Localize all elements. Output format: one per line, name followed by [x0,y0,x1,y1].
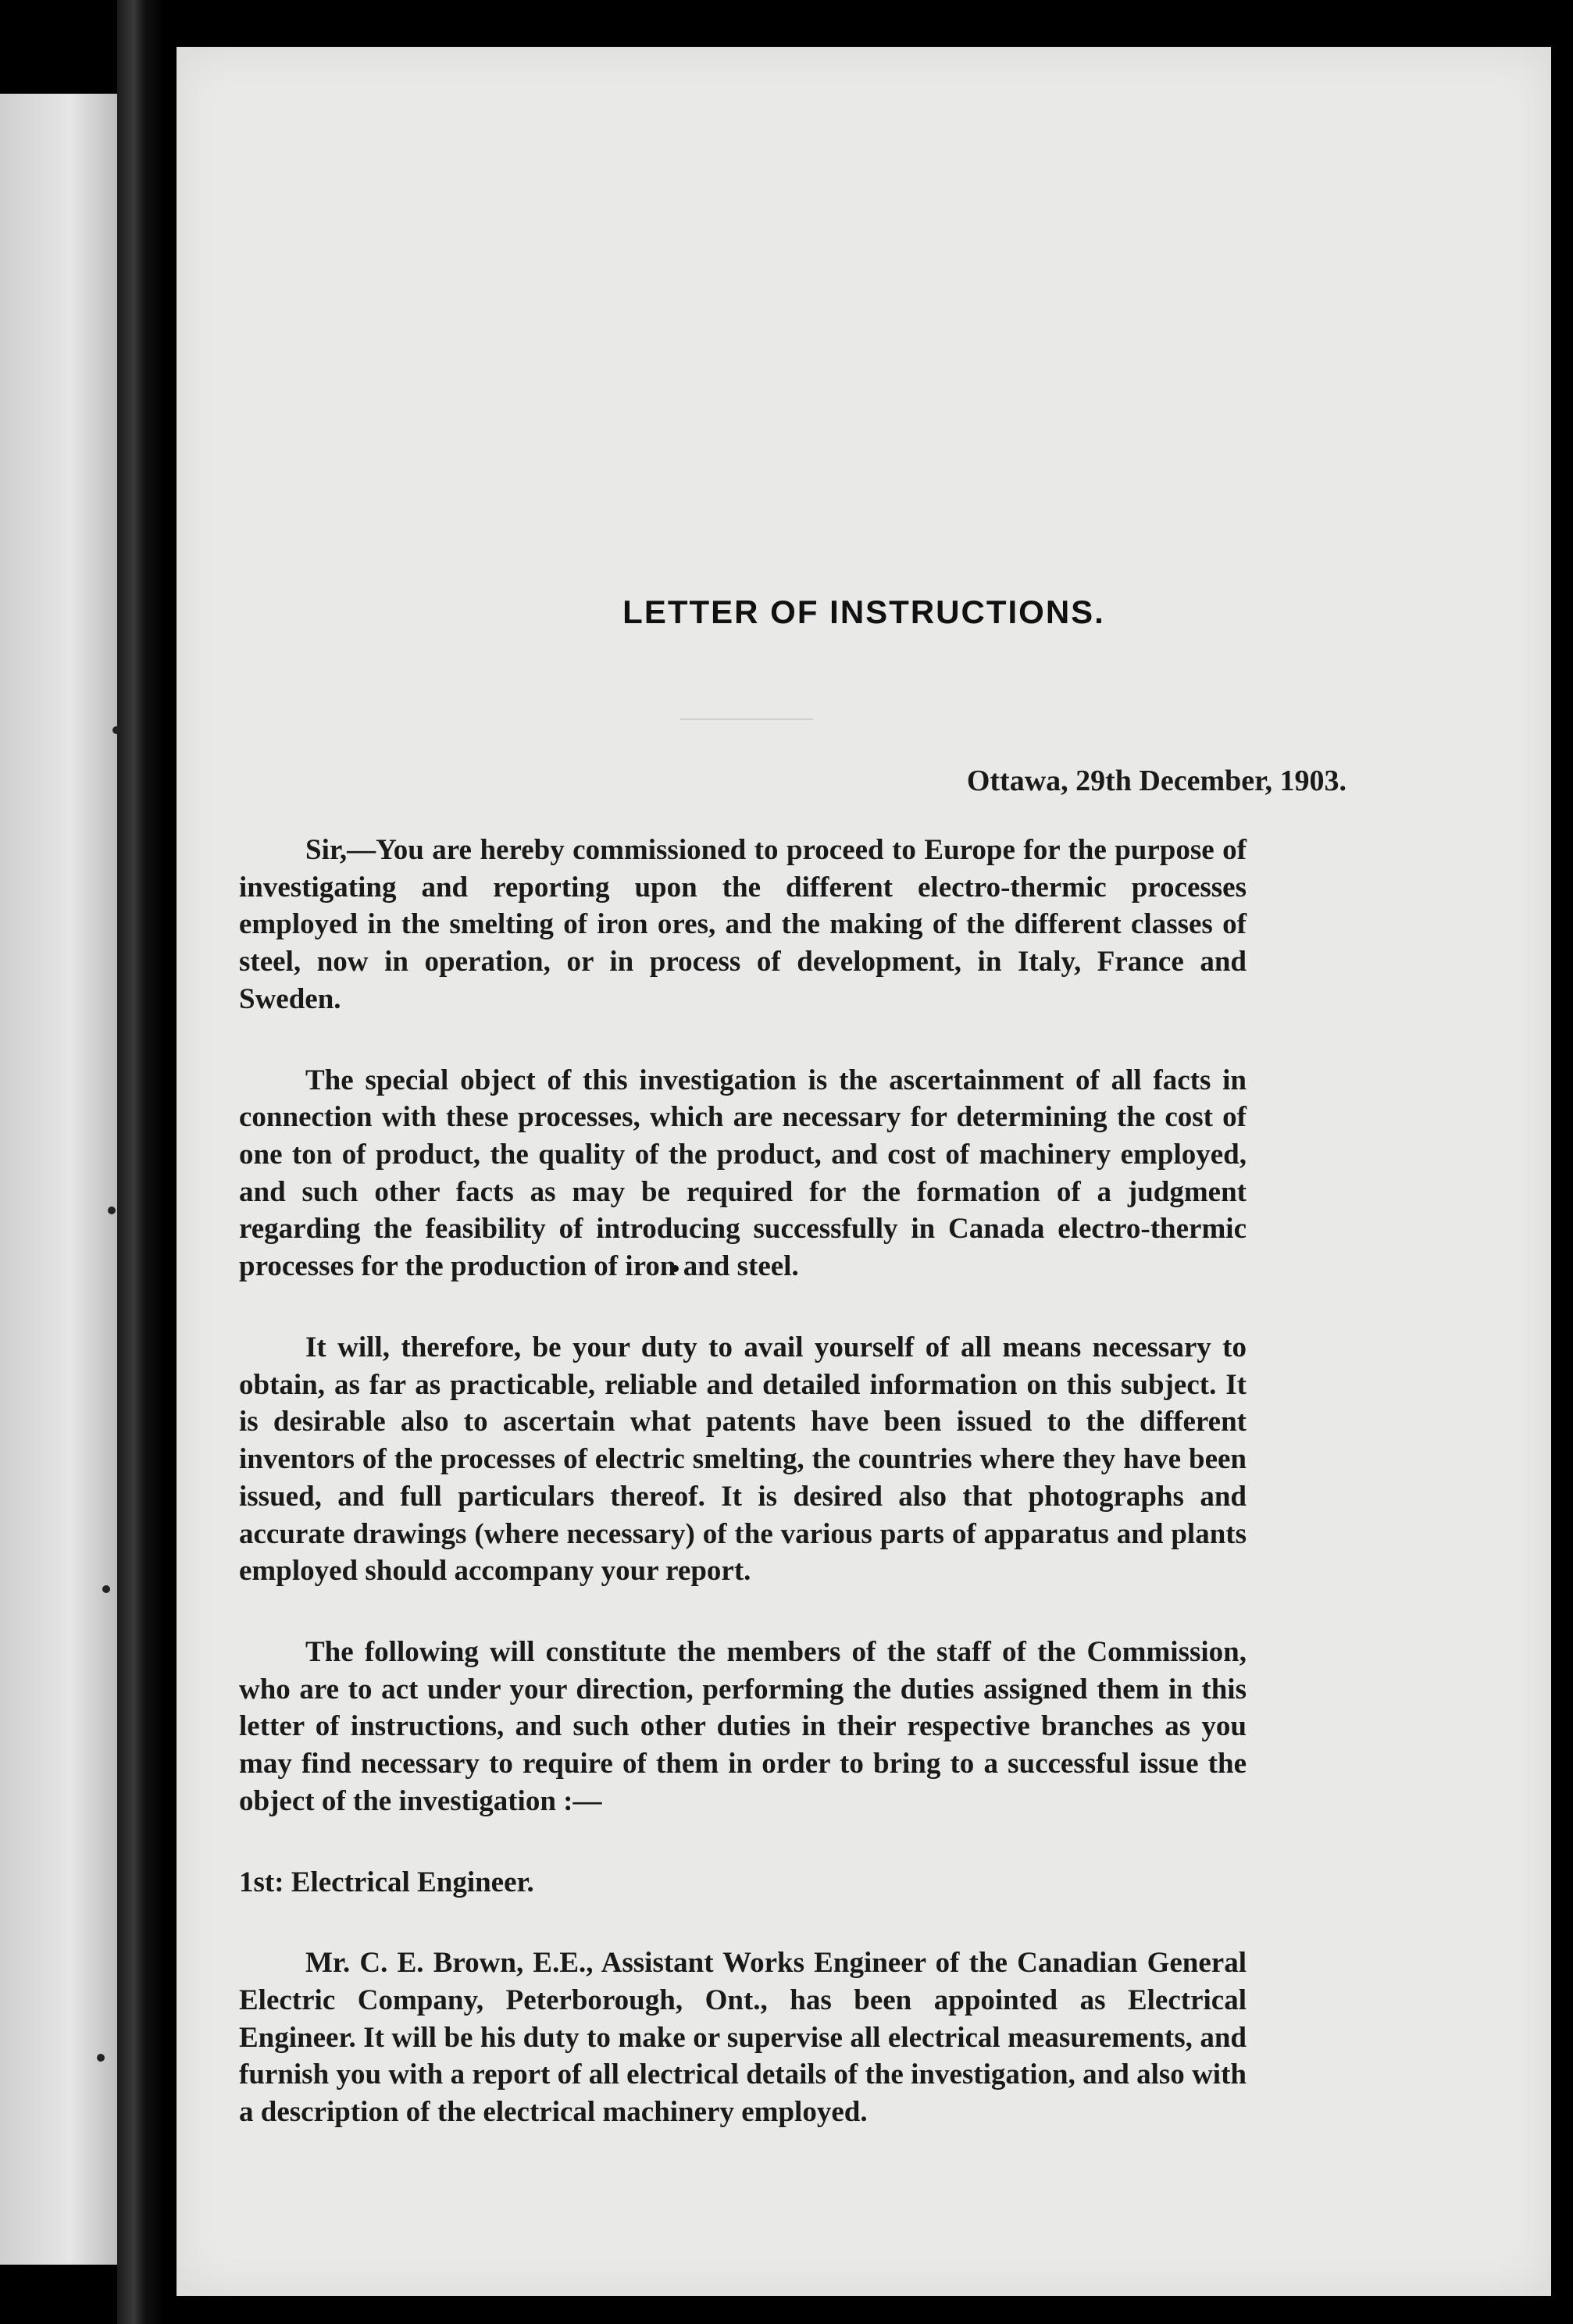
title-divider [680,718,813,720]
section-heading: 1st: Electrical Engineer. [239,1866,534,1898]
book-gutter [117,0,164,2324]
paragraph-staff: The following will constitute the members of the staff of the Commission, who are to act under your direction, performing the duties assigned them in this letter of instructions, and such other duties in their respective branches as you may find necessary to require of them in order to bring to a successful issue the object of the investigation :— [239,1635,1247,1817]
paragraph-electrical-engineer: Mr. C. E. Brown, E.E., Assistant Works Engineer of the Canadian General Electric Company, Peterborough, Ont., has been appointed as Electrical Engineer. It will be his duty to make or supervise all electrical measurements, and furnish you with a report of all electrical details of the investigation, and also with a description of the electrical machinery employed. [239,1947,1247,2129]
dateline: Ottawa, 29th December, 1903. [966,765,1347,797]
margin-mark [102,1585,110,1593]
page-title: LETTER OF INSTRUCTIONS. [622,593,1105,630]
paragraph-object: The special object of this investigation is the ascertainment of all facts in connection with these processes, which are necessary for determining the cost of one ton of product, the quality of the product, and cost of machinery employed, and such other facts as may be required for the formation of a judgment regarding the feasibility of introducing successfully in Canada electro-thermic processes for the production of iron and steel. [239,1064,1247,1283]
letter-body [239,832,1247,2175]
margin-mark [97,2054,105,2062]
facing-page-edge [0,94,117,2265]
paragraph-commission: Sir,—You are hereby commissioned to proceed to Europe for the purpose of investigating and reporting upon the different electro-thermic processes employed in the smelting of iron ores, and the making of the different classes of steel, now in operation, or in process of development, in Italy, France and Sweden. [239,834,1247,1015]
document-page [177,47,1551,2296]
margin-mark [108,1207,116,1214]
paragraph-duty: It will, therefore, be your duty to avail yourself of all means necessary to obtain, as far as practicable, reliable and detailed information on this subject. It is desirable also to ascertain what patents have been issued to the different inventors of the processes of electric smelting, the countries where they have been issued, and full particulars thereof. It is desired also that photographs and accurate drawings (where necessary) of the various parts of apparatus and plants employed should accompany your report. [239,1331,1247,1588]
margin-mark [112,726,120,734]
